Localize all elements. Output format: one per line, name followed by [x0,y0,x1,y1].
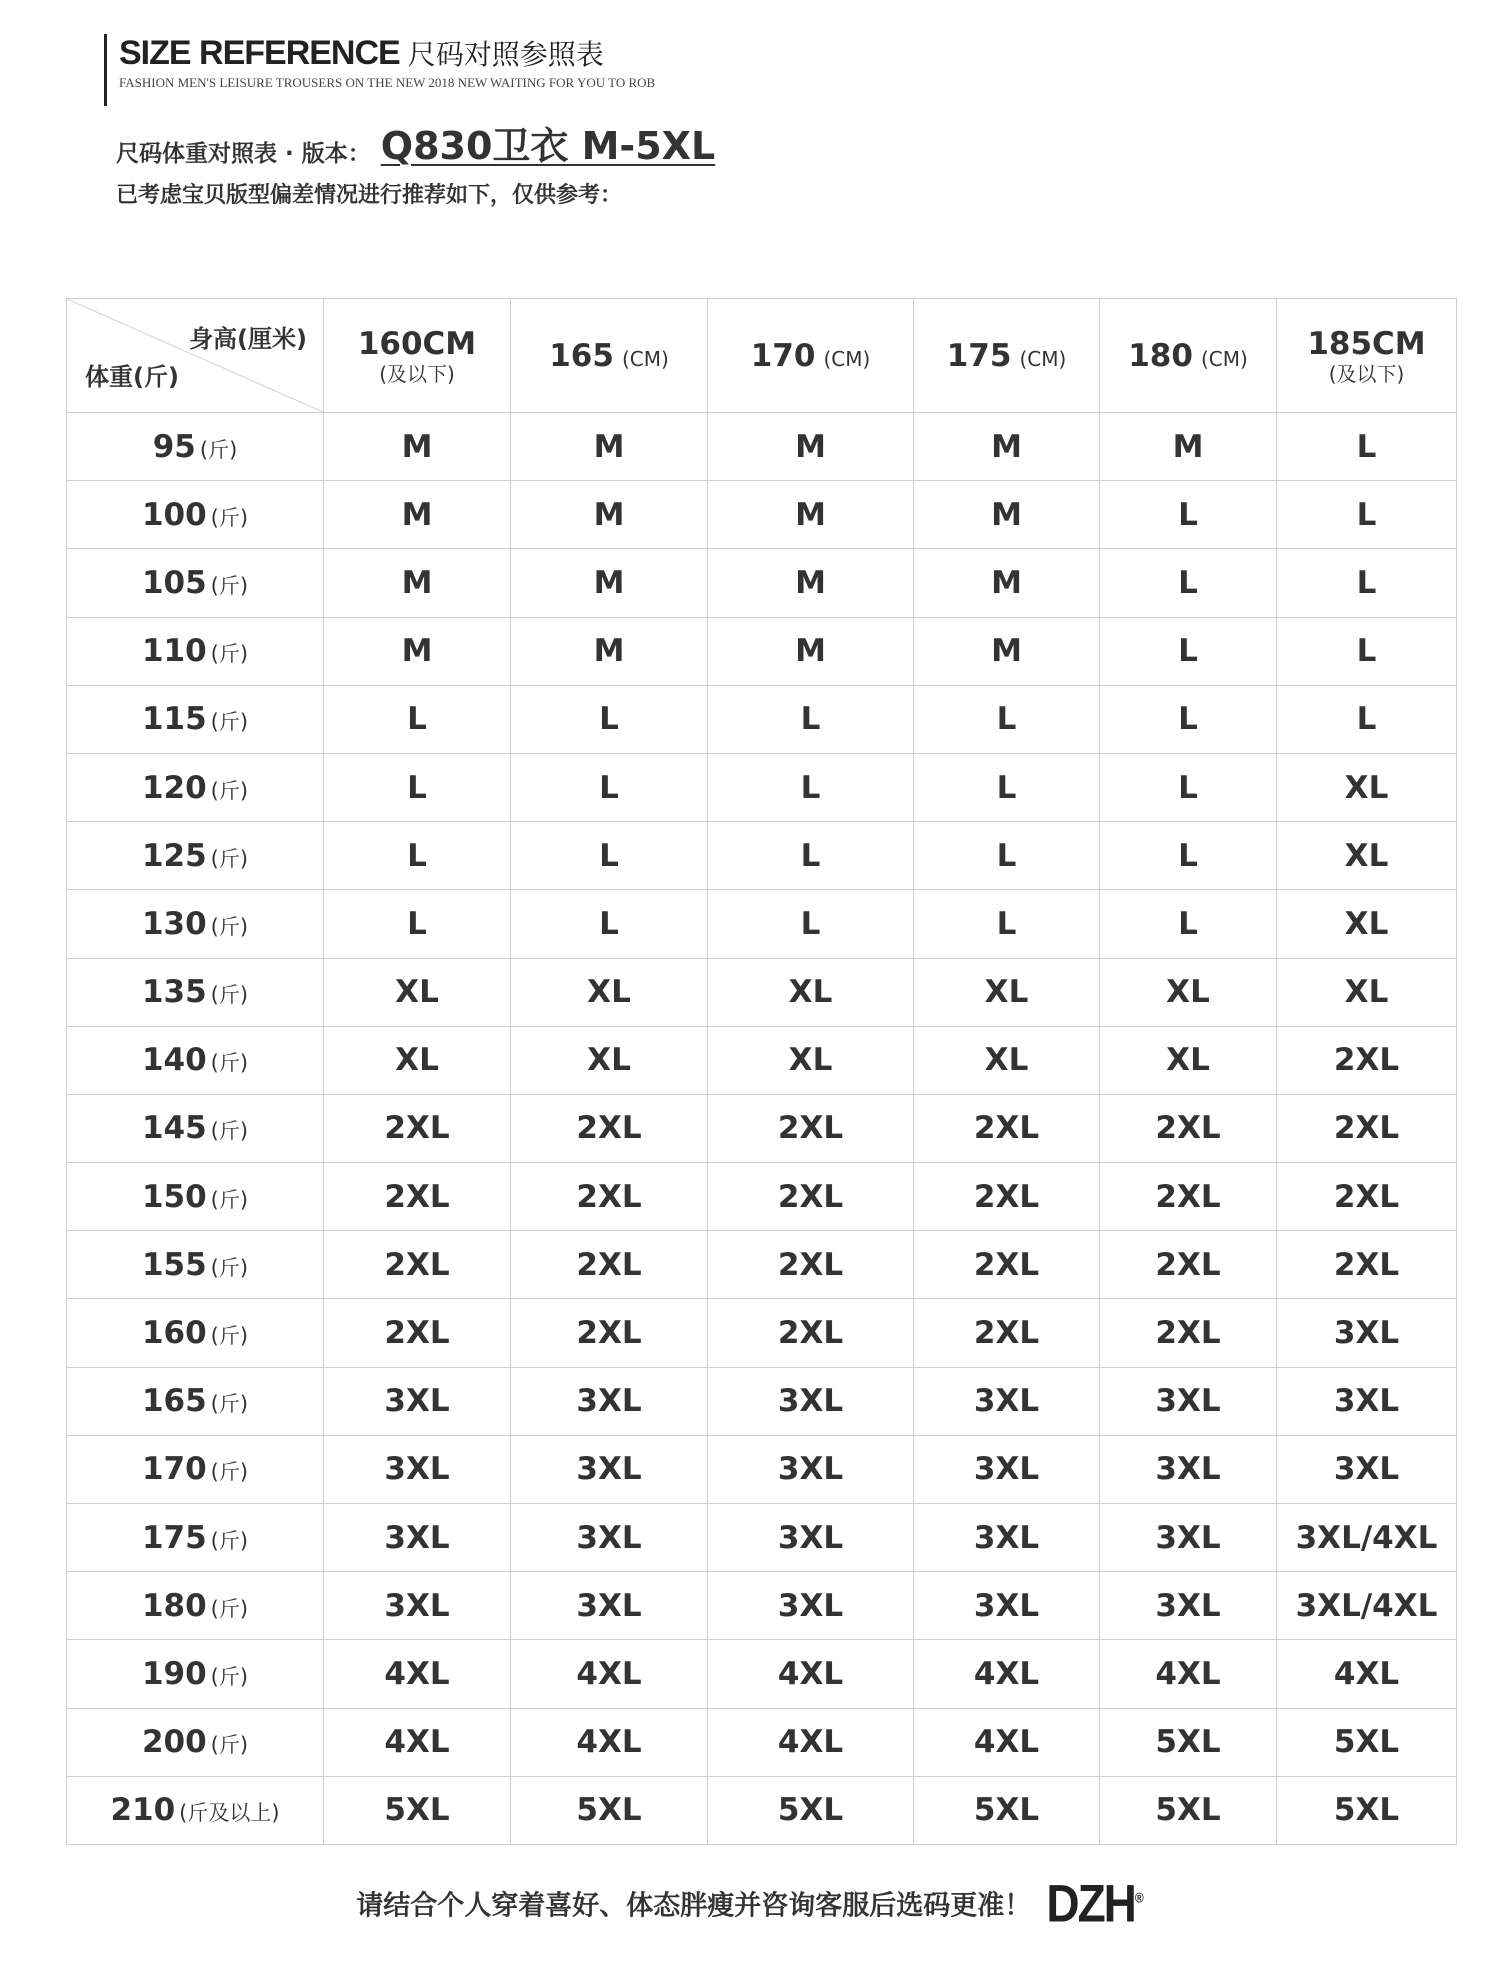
weight-unit: (斤) [210,983,249,1008]
size-cell: 3XL [708,1572,914,1640]
size-cell: L [1100,617,1277,685]
weight-cell [67,890,324,958]
size-cell: 4XL [914,1708,1100,1776]
size-cell: 5XL [914,1776,1100,1844]
size-cell: 3XL [1100,1367,1277,1435]
weight-cell [67,549,324,617]
size-cell: L [324,685,511,753]
size-cell: 3XL [511,1367,708,1435]
weight-cell [67,1640,324,1708]
size-cell: XL [511,958,708,1026]
weight-value: 130 [141,905,207,942]
weight-value: 115 [141,701,207,738]
header [104,34,709,106]
size-cell: 3XL [708,1435,914,1503]
size-cell: L [511,890,708,958]
size-cell: 4XL [511,1708,708,1776]
table-row [67,1776,1457,1844]
size-cell: 3XL/4XL [1277,1504,1457,1572]
size-cell: M [708,617,914,685]
table-row [67,617,1457,685]
table-row [67,685,1457,753]
size-cell: XL [914,1026,1100,1094]
size-cell: L [1100,822,1277,890]
size-cell: 4XL [1100,1640,1277,1708]
weight-value: 125 [141,837,207,874]
size-cell: 3XL [914,1572,1100,1640]
size-cell: M [324,481,511,549]
weight-unit: (斤) [210,778,249,803]
size-cell: L [708,685,914,753]
height-note: (及以下) [379,361,455,386]
size-cell: XL [708,958,914,1026]
table-row [67,413,1457,481]
size-cell: L [511,753,708,821]
weight-value: 175 [141,1519,207,1556]
size-cell: XL [1277,822,1457,890]
weight-cell [67,1163,324,1231]
size-cell: 4XL [511,1640,708,1708]
size-cell: L [914,822,1100,890]
footer-note: 请结合个人穿着喜好、体态胖瘦并咨询客服后选码更准！ [356,1890,1032,1922]
size-cell: L [1277,685,1457,753]
height-value: 165 [549,337,614,374]
table-row [67,1026,1457,1094]
weight-cell [67,1435,324,1503]
size-cell: M [511,617,708,685]
weight-axis-label: 体重(斤) [85,363,179,391]
weight-cell [67,822,324,890]
size-cell: L [1277,549,1457,617]
size-cell: 2XL [511,1231,708,1299]
weight-unit: (斤) [210,505,249,530]
size-cell: M [708,549,914,617]
size-cell: 4XL [914,1640,1100,1708]
weight-value: 155 [141,1246,207,1283]
size-cell: 2XL [1100,1163,1277,1231]
size-cell: L [1277,413,1457,481]
title-cn: 尺码对照参照表 [407,39,604,70]
size-cell: 2XL [708,1094,914,1162]
size-cell: L [1277,481,1457,549]
table-row [67,1572,1457,1640]
size-cell: L [511,685,708,753]
subtitle: FASHION MEN'S LEISURE TROUSERS ON THE NEW 2018 NEW WAITING FOR YOU TO ROB [119,75,656,90]
weight-value: 150 [141,1178,207,1215]
version-value: Q830卫衣 M-5XL [380,124,716,168]
size-table [66,298,1457,1845]
size-cell: 4XL [324,1708,511,1776]
size-cell: 3XL [324,1367,511,1435]
height-header-160 [324,299,511,413]
size-cell: L [1100,481,1277,549]
table-row [67,822,1457,890]
weight-value: 135 [141,974,207,1011]
size-cell: 2XL [708,1299,914,1367]
size-cell: 3XL [1277,1435,1457,1503]
weight-unit: (斤) [210,1733,249,1758]
weight-value: 190 [141,1655,207,1692]
size-cell: XL [1277,753,1457,821]
height-value: 180 [1128,337,1193,374]
weight-unit: (斤) [210,1255,249,1280]
size-cell: 2XL [324,1299,511,1367]
weight-cell [67,958,324,1026]
size-cell: 4XL [708,1708,914,1776]
diagonal-divider [67,299,323,412]
size-cell: 2XL [511,1163,708,1231]
weight-value: 180 [141,1587,207,1624]
title-en: SIZE REFERENCE [119,34,400,72]
height-axis-label: 身高(厘米) [189,325,307,353]
weight-value: 210 [110,1792,176,1829]
size-cell: XL [324,1026,511,1094]
size-cell: 2XL [914,1163,1100,1231]
weight-cell [67,1231,324,1299]
size-cell: XL [324,958,511,1026]
height-value: 175 [946,337,1012,374]
weight-cell [67,1572,324,1640]
table-row [67,1504,1457,1572]
size-cell: 2XL [914,1231,1100,1299]
size-cell: M [914,549,1100,617]
version-label: 尺码体重对照表 · 版本： [116,141,371,167]
size-cell: 3XL [324,1572,511,1640]
weight-cell [67,1299,324,1367]
table-row [67,549,1457,617]
weight-value: 165 [141,1383,207,1420]
weight-unit: (斤) [210,1528,249,1553]
table-row [67,890,1457,958]
size-cell: 2XL [1100,1094,1277,1162]
size-cell: L [324,753,511,821]
weight-cell [67,481,324,549]
height-unit: (CM) [1200,346,1248,371]
size-cell: 5XL [1100,1776,1277,1844]
size-cell: 5XL [324,1776,511,1844]
height-note: (及以下) [1328,361,1405,386]
weight-cell [67,1504,324,1572]
size-cell: M [914,617,1100,685]
size-cell: 3XL [1100,1435,1277,1503]
table-row [67,1708,1457,1776]
weight-unit: (斤) [210,846,249,871]
height-unit: (CM) [823,346,871,371]
table-row [67,1435,1457,1503]
size-cell: XL [1100,958,1277,1026]
size-cell: 2XL [1100,1299,1277,1367]
weight-value: 105 [141,564,207,601]
weight-unit: (斤) [210,1119,249,1144]
size-cell: 3XL [511,1504,708,1572]
height-unit: (CM) [621,346,669,371]
size-cell: 3XL [511,1435,708,1503]
table-row [67,958,1457,1026]
size-cell: M [324,413,511,481]
size-cell: L [511,822,708,890]
height-header-175 [914,299,1100,413]
page-title [119,34,709,74]
height-value: 170 [750,337,816,374]
weight-unit: (斤) [210,642,249,667]
size-cell: 3XL [324,1504,511,1572]
size-cell: 2XL [708,1163,914,1231]
weight-cell [67,685,324,753]
size-cell: L [708,822,914,890]
weight-cell [67,1094,324,1162]
size-cell: M [511,413,708,481]
weight-value: 120 [141,769,207,806]
height-unit: (CM) [1019,346,1067,371]
weight-cell [67,617,324,685]
size-cell: L [1100,890,1277,958]
size-cell: M [511,481,708,549]
weight-cell [67,753,324,821]
size-cell: XL [1277,958,1457,1026]
size-cell: L [324,822,511,890]
weight-value: 110 [141,633,207,670]
size-cell: 2XL [324,1231,511,1299]
table-row [67,1299,1457,1367]
size-cell: 3XL [914,1504,1100,1572]
size-cell: XL [708,1026,914,1094]
weight-cell [67,1026,324,1094]
size-cell: XL [914,958,1100,1026]
size-cell: L [1277,617,1457,685]
size-cell: 3XL [708,1504,914,1572]
weight-value: 140 [141,1042,207,1079]
size-cell: 5XL [1100,1708,1277,1776]
table-row [67,1163,1457,1231]
size-cell: 3XL [1277,1367,1457,1435]
size-cell: 2XL [1277,1094,1457,1162]
size-cell: 2XL [324,1163,511,1231]
weight-cell [67,1367,324,1435]
size-cell: 3XL [1277,1299,1457,1367]
height-header-185 [1277,299,1457,413]
weight-unit: (斤) [210,1187,249,1212]
table-row [67,1231,1457,1299]
weight-value: 100 [141,496,207,533]
weight-value: 145 [141,1110,207,1147]
height-header-165 [511,299,708,413]
weight-unit: (斤) [199,437,238,462]
size-cell: XL [1277,890,1457,958]
weight-unit: (斤) [210,914,249,939]
weight-unit: (斤) [210,1596,249,1621]
size-cell: L [914,890,1100,958]
corner-cell [67,299,324,413]
size-cell: L [914,685,1100,753]
size-cell: 2XL [1277,1163,1457,1231]
size-cell: 2XL [511,1094,708,1162]
size-cell: L [708,753,914,821]
size-cell: XL [511,1026,708,1094]
footer [0,1873,1500,1933]
size-cell: 3XL [914,1435,1100,1503]
size-cell: M [511,549,708,617]
size-cell: 2XL [324,1094,511,1162]
size-cell: 2XL [1100,1231,1277,1299]
table-row [67,1367,1457,1435]
size-cell: 2XL [1277,1231,1457,1299]
size-cell: M [324,617,511,685]
weight-value: 170 [141,1451,207,1488]
weight-cell [67,1708,324,1776]
size-cell: 5XL [511,1776,708,1844]
table-row [67,753,1457,821]
brand-name: DZH [1046,1873,1135,1933]
weight-value: 200 [141,1724,207,1761]
brand-logo [1046,1872,1143,1934]
size-cell: L [324,890,511,958]
size-cell: 3XL [1100,1504,1277,1572]
weight-unit: (斤) [210,1324,249,1349]
size-cell: L [1100,549,1277,617]
weight-unit: (斤) [210,1460,249,1485]
weight-value: 160 [141,1315,207,1352]
size-cell: XL [1100,1026,1277,1094]
height-value: 185CM [1307,325,1426,362]
weight-value: 95 [152,428,196,465]
size-cell: 5XL [1277,1776,1457,1844]
size-cell: 3XL [914,1367,1100,1435]
size-cell: M [914,413,1100,481]
weight-unit: (斤) [210,1664,249,1689]
size-cell: M [324,549,511,617]
size-cell: 2XL [708,1231,914,1299]
size-cell: M [708,413,914,481]
table-body [67,413,1457,1845]
size-cell: 4XL [1277,1640,1457,1708]
weight-unit: (斤) [210,1392,249,1417]
recommendation-note: 已考虑宝贝版型偏差情况进行推荐如下，仅供参考： [116,183,623,208]
size-cell: L [914,753,1100,821]
registered-mark: ® [1134,1889,1144,1907]
weight-unit: (斤) [210,1051,249,1076]
weight-cell [67,1776,324,1844]
weight-unit: (斤) [210,573,249,598]
size-cell: 4XL [324,1640,511,1708]
size-cell: 3XL [324,1435,511,1503]
height-header-180 [1100,299,1277,413]
size-cell: 3XL [511,1572,708,1640]
size-cell: L [1100,685,1277,753]
weight-unit: (斤) [210,710,249,735]
weight-unit: (斤及以上) [179,1801,280,1826]
table-header-row [67,299,1457,413]
size-cell: M [1100,413,1277,481]
size-cell: 5XL [1277,1708,1457,1776]
size-cell: 2XL [914,1094,1100,1162]
version-line [116,124,715,168]
size-cell: 2XL [1277,1026,1457,1094]
size-cell: L [1100,753,1277,821]
table-row [67,481,1457,549]
weight-cell [67,413,324,481]
size-cell: 3XL/4XL [1277,1572,1457,1640]
size-cell: 3XL [1100,1572,1277,1640]
height-header-170 [708,299,914,413]
table-row [67,1640,1457,1708]
size-cell: 5XL [708,1776,914,1844]
table-row [67,1094,1457,1162]
size-cell: 2XL [914,1299,1100,1367]
size-cell: 2XL [511,1299,708,1367]
size-cell: M [914,481,1100,549]
size-cell: M [708,481,914,549]
size-cell: L [708,890,914,958]
height-value: 160CM [357,325,477,362]
size-cell: 4XL [708,1640,914,1708]
size-cell: 3XL [708,1367,914,1435]
